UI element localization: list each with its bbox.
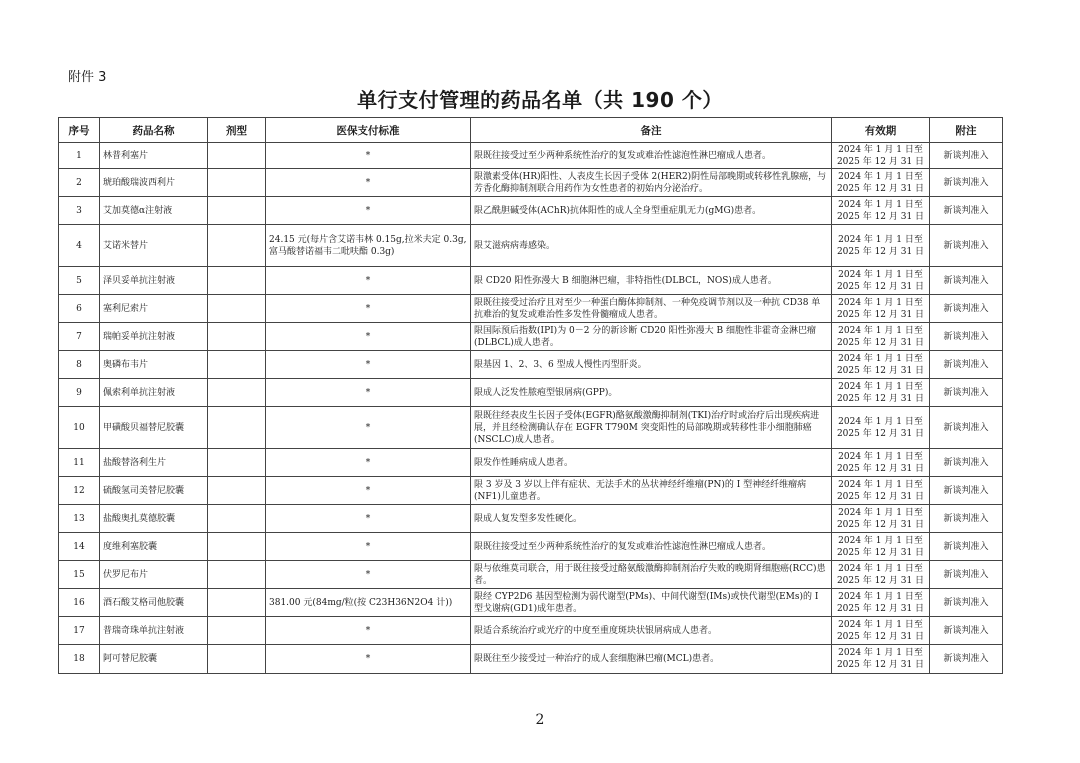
dosage-form bbox=[208, 169, 266, 197]
access-note: 新谈判准入 bbox=[930, 351, 1003, 379]
validity-period bbox=[832, 477, 930, 505]
payment-standard: * bbox=[266, 645, 471, 674]
remark-text: 限激素受体(HR)阳性、人表皮生长因子受体 2(HER2)阴性局部晚期或转移性乳腺癌，与芳香化酶抑制剂联合用药作为女性患者的初始内分泌治疗。 bbox=[471, 169, 832, 197]
validity-period bbox=[832, 589, 930, 617]
payment-standard: * bbox=[266, 505, 471, 533]
row-number: 6 bbox=[59, 295, 100, 323]
column-header-remark: 备注 bbox=[471, 118, 832, 143]
validity-start: 2024 年 1 月 1 日至 bbox=[838, 648, 923, 658]
dosage-form bbox=[208, 197, 266, 225]
payment-standard: * bbox=[266, 617, 471, 645]
column-header-note: 附注 bbox=[930, 118, 1003, 143]
validity-start: 2024 年 1 月 1 日至 bbox=[838, 479, 923, 490]
validity-end: 2025 年 12 月 31 日 bbox=[836, 281, 925, 292]
validity-start: 2024 年 1 月 1 日至 bbox=[838, 269, 923, 280]
validity-period bbox=[832, 645, 930, 674]
attachment-label: 附件 3 bbox=[68, 70, 107, 85]
table-row bbox=[59, 589, 1003, 617]
validity-period bbox=[832, 197, 930, 225]
page-title: 单行支付管理的药品名单（共 190 个） bbox=[357, 88, 723, 112]
access-note: 新谈判准入 bbox=[930, 589, 1003, 617]
dosage-form bbox=[208, 225, 266, 267]
payment-standard: * bbox=[266, 169, 471, 197]
dosage-form bbox=[208, 589, 266, 617]
validity-start: 2024 年 1 月 1 日至 bbox=[838, 325, 923, 336]
validity-start: 2024 年 1 月 1 日至 bbox=[838, 144, 923, 155]
row-number: 5 bbox=[59, 267, 100, 295]
payment-standard: * bbox=[266, 561, 471, 589]
validity-end: 2025 年 12 月 31 日 bbox=[836, 156, 925, 167]
validity-end: 2025 年 12 月 31 日 bbox=[836, 631, 925, 642]
access-note: 新谈判准入 bbox=[930, 169, 1003, 197]
validity-end: 2025 年 12 月 31 日 bbox=[836, 547, 925, 558]
drug-name: 酒石酸艾格司他胶囊 bbox=[100, 589, 208, 617]
table-row bbox=[59, 295, 1003, 323]
remark-text: 限基因 1、2、3、6 型成人慢性丙型肝炎。 bbox=[471, 351, 832, 379]
row-number: 11 bbox=[59, 449, 100, 477]
validity-end: 2025 年 12 月 31 日 bbox=[836, 660, 925, 670]
table-row bbox=[59, 407, 1003, 449]
payment-standard: * bbox=[266, 295, 471, 323]
validity-end: 2025 年 12 月 31 日 bbox=[836, 393, 925, 404]
access-note: 新谈判准入 bbox=[930, 379, 1003, 407]
validity-period bbox=[832, 617, 930, 645]
access-note: 新谈判准入 bbox=[930, 505, 1003, 533]
validity-period bbox=[832, 449, 930, 477]
row-number: 9 bbox=[59, 379, 100, 407]
validity-start: 2024 年 1 月 1 日至 bbox=[838, 451, 923, 462]
payment-standard: * bbox=[266, 197, 471, 225]
drug-name: 硫酸氢司美替尼胶囊 bbox=[100, 477, 208, 505]
table-row bbox=[59, 143, 1003, 169]
remark-text: 限国际预后指数(IPI)为 0－2 分的新诊断 CD20 阳性弥漫大 B 细胞性非霍奇金淋巴瘤(DLBCL)成人患者。 bbox=[471, 323, 832, 351]
access-note: 新谈判准入 bbox=[930, 617, 1003, 645]
validity-period bbox=[832, 143, 930, 169]
dosage-form bbox=[208, 533, 266, 561]
drug-name: 伏罗尼布片 bbox=[100, 561, 208, 589]
validity-start: 2024 年 1 月 1 日至 bbox=[838, 381, 923, 392]
remark-text: 限既往经表皮生长因子受体(EGFR)酪氨酸激酶抑制剂(TKI)治疗时或治疗后出现疾病进展，并且经检测确认存在 EGFR T790M 突变阳性的局部晚期或转移性非小细胞肺癌(NSCLC)成人患者。 bbox=[471, 407, 832, 449]
remark-text: 限乙酰胆碱受体(AChR)抗体阳性的成人全身型重症肌无力(gMG)患者。 bbox=[471, 197, 832, 225]
validity-start: 2024 年 1 月 1 日至 bbox=[838, 234, 923, 245]
validity-end: 2025 年 12 月 31 日 bbox=[836, 519, 925, 530]
row-number: 14 bbox=[59, 533, 100, 561]
dosage-form bbox=[208, 295, 266, 323]
row-number: 1 bbox=[59, 143, 100, 169]
remark-text: 限与依维莫司联合，用于既往接受过酪氨酸激酶抑制剂治疗失败的晚期肾细胞癌(RCC)患者。 bbox=[471, 561, 832, 589]
payment-standard: * bbox=[266, 533, 471, 561]
validity-period bbox=[832, 225, 930, 267]
dosage-form bbox=[208, 449, 266, 477]
drug-name: 甲磺酸贝福替尼胶囊 bbox=[100, 407, 208, 449]
row-number: 7 bbox=[59, 323, 100, 351]
row-number: 18 bbox=[59, 645, 100, 674]
validity-period bbox=[832, 169, 930, 197]
access-note: 新谈判准入 bbox=[930, 197, 1003, 225]
dosage-form bbox=[208, 379, 266, 407]
drug-name: 艾诺米替片 bbox=[100, 225, 208, 267]
access-note: 新谈判准入 bbox=[930, 323, 1003, 351]
validity-end: 2025 年 12 月 31 日 bbox=[836, 211, 925, 222]
validity-start: 2024 年 1 月 1 日至 bbox=[838, 171, 923, 182]
access-note: 新谈判准入 bbox=[930, 561, 1003, 589]
drug-name: 普瑞奇珠单抗注射液 bbox=[100, 617, 208, 645]
column-header-no: 序号 bbox=[59, 118, 100, 143]
validity-end: 2025 年 12 月 31 日 bbox=[836, 337, 925, 348]
table-row bbox=[59, 505, 1003, 533]
remark-text: 限成人复发型多发性硬化。 bbox=[471, 505, 832, 533]
table-row bbox=[59, 323, 1003, 351]
access-note: 新谈判准入 bbox=[930, 225, 1003, 267]
drug-name: 泽贝妥单抗注射液 bbox=[100, 267, 208, 295]
validity-period bbox=[832, 323, 930, 351]
payment-standard: * bbox=[266, 267, 471, 295]
payment-standard: 24.15 元(每片含艾诺韦林 0.15g,拉米夫定 0.3g,富马酸替诺福韦二吡呋酯 0.3g) bbox=[266, 225, 471, 267]
row-number: 3 bbox=[59, 197, 100, 225]
drug-name: 塞利尼索片 bbox=[100, 295, 208, 323]
column-header-validity: 有效期 bbox=[832, 118, 930, 143]
row-number: 10 bbox=[59, 407, 100, 449]
dosage-form bbox=[208, 505, 266, 533]
table-row bbox=[59, 449, 1003, 477]
row-number: 13 bbox=[59, 505, 100, 533]
remark-text: 限既往至少接受过一种治疗的成人套细胞淋巴瘤(MCL)患者。 bbox=[471, 645, 832, 674]
remark-text: 限成人泛发性脓疱型银屑病(GPP)。 bbox=[471, 379, 832, 407]
drug-name: 琥珀酸瑞波西利片 bbox=[100, 169, 208, 197]
remark-text: 限艾滋病病毒感染。 bbox=[471, 225, 832, 267]
dosage-form bbox=[208, 407, 266, 449]
row-number: 16 bbox=[59, 589, 100, 617]
validity-start: 2024 年 1 月 1 日至 bbox=[838, 619, 923, 630]
validity-start: 2024 年 1 月 1 日至 bbox=[838, 507, 923, 518]
remark-text: 限既往接受过至少两种系统性治疗的复发或难治性滤泡性淋巴瘤成人患者。 bbox=[471, 533, 832, 561]
dosage-form bbox=[208, 143, 266, 169]
remark-text: 限 3 岁及 3 岁以上伴有症状、无法手术的丛状神经纤维瘤(PN)的 I 型神经纤维瘤病(NF1)儿童患者。 bbox=[471, 477, 832, 505]
remark-text: 限适合系统治疗或光疗的中度至重度斑块状银屑病成人患者。 bbox=[471, 617, 832, 645]
drug-name: 度维利塞胶囊 bbox=[100, 533, 208, 561]
dosage-form bbox=[208, 351, 266, 379]
access-note: 新谈判准入 bbox=[930, 449, 1003, 477]
column-header-standard: 医保支付标准 bbox=[266, 118, 471, 143]
validity-start: 2024 年 1 月 1 日至 bbox=[838, 591, 923, 602]
drug-list-table bbox=[58, 117, 1003, 674]
dosage-form bbox=[208, 323, 266, 351]
table-row bbox=[59, 477, 1003, 505]
validity-period bbox=[832, 351, 930, 379]
remark-text: 限 CD20 阳性弥漫大 B 细胞淋巴瘤，非特指性(DLBCL，NOS)成人患者。 bbox=[471, 267, 832, 295]
access-note: 新谈判准入 bbox=[930, 533, 1003, 561]
row-number: 12 bbox=[59, 477, 100, 505]
table-header-row bbox=[59, 118, 1003, 143]
table-row bbox=[59, 351, 1003, 379]
access-note: 新谈判准入 bbox=[930, 143, 1003, 169]
dosage-form bbox=[208, 267, 266, 295]
validity-period bbox=[832, 407, 930, 449]
access-note: 新谈判准入 bbox=[930, 267, 1003, 295]
payment-standard: * bbox=[266, 143, 471, 169]
table-row bbox=[59, 561, 1003, 589]
drug-name: 盐酸替洛利生片 bbox=[100, 449, 208, 477]
dosage-form bbox=[208, 645, 266, 674]
drug-name: 瑞帕妥单抗注射液 bbox=[100, 323, 208, 351]
table-row bbox=[59, 169, 1003, 197]
drug-name: 佩索利单抗注射液 bbox=[100, 379, 208, 407]
validity-end: 2025 年 12 月 31 日 bbox=[836, 463, 925, 474]
validity-end: 2025 年 12 月 31 日 bbox=[836, 491, 925, 502]
remark-text: 限经 CYP2D6 基因型检测为弱代谢型(PMs)、中间代谢型(IMs)或快代谢型(EMs)的 I 型戈谢病(GD1)成年患者。 bbox=[471, 589, 832, 617]
drug-name: 奥磷布韦片 bbox=[100, 351, 208, 379]
drug-name: 阿可替尼胶囊 bbox=[100, 645, 208, 674]
access-note: 新谈判准入 bbox=[930, 407, 1003, 449]
validity-end: 2025 年 12 月 31 日 bbox=[836, 365, 925, 376]
remark-text: 限既往接受过治疗且对至少一种蛋白酶体抑制剂、一种免疫调节剂以及一种抗 CD38 单抗难治的复发或难治性多发性骨髓瘤成人患者。 bbox=[471, 295, 832, 323]
validity-start: 2024 年 1 月 1 日至 bbox=[838, 199, 923, 210]
dosage-form bbox=[208, 477, 266, 505]
dosage-form bbox=[208, 617, 266, 645]
validity-period bbox=[832, 379, 930, 407]
validity-end: 2025 年 12 月 31 日 bbox=[836, 603, 925, 614]
table-row bbox=[59, 533, 1003, 561]
drug-name: 艾加莫德α注射液 bbox=[100, 197, 208, 225]
validity-end: 2025 年 12 月 31 日 bbox=[836, 309, 925, 320]
validity-end: 2025 年 12 月 31 日 bbox=[836, 183, 925, 194]
validity-period bbox=[832, 505, 930, 533]
validity-start: 2024 年 1 月 1 日至 bbox=[838, 416, 923, 427]
row-number: 17 bbox=[59, 617, 100, 645]
row-number: 4 bbox=[59, 225, 100, 267]
drug-name: 林普利塞片 bbox=[100, 143, 208, 169]
payment-standard: * bbox=[266, 379, 471, 407]
payment-standard: * bbox=[266, 477, 471, 505]
validity-period bbox=[832, 295, 930, 323]
page-number: 2 bbox=[535, 712, 545, 728]
table-row bbox=[59, 225, 1003, 267]
payment-standard: 381.00 元(84mg/粒(按 C23H36N2O4 计)) bbox=[266, 589, 471, 617]
access-note: 新谈判准入 bbox=[930, 645, 1003, 674]
row-number: 15 bbox=[59, 561, 100, 589]
dosage-form bbox=[208, 561, 266, 589]
table-row bbox=[59, 617, 1003, 645]
validity-end: 2025 年 12 月 31 日 bbox=[836, 575, 925, 586]
drug-name: 盐酸奥扎莫德胶囊 bbox=[100, 505, 208, 533]
validity-start: 2024 年 1 月 1 日至 bbox=[838, 297, 923, 308]
payment-standard: * bbox=[266, 323, 471, 351]
remark-text: 限发作性睡病成人患者。 bbox=[471, 449, 832, 477]
payment-standard: * bbox=[266, 449, 471, 477]
validity-period bbox=[832, 533, 930, 561]
payment-standard: * bbox=[266, 351, 471, 379]
access-note: 新谈判准入 bbox=[930, 477, 1003, 505]
payment-standard: * bbox=[266, 407, 471, 449]
table-row bbox=[59, 197, 1003, 225]
column-header-dosage: 剂型 bbox=[208, 118, 266, 143]
access-note: 新谈判准入 bbox=[930, 295, 1003, 323]
validity-end: 2025 年 12 月 31 日 bbox=[836, 246, 925, 257]
table-row bbox=[59, 379, 1003, 407]
validity-period bbox=[832, 267, 930, 295]
validity-start: 2024 年 1 月 1 日至 bbox=[838, 563, 923, 574]
row-number: 8 bbox=[59, 351, 100, 379]
validity-period bbox=[832, 561, 930, 589]
validity-start: 2024 年 1 月 1 日至 bbox=[838, 353, 923, 364]
validity-start: 2024 年 1 月 1 日至 bbox=[838, 535, 923, 546]
row-number: 2 bbox=[59, 169, 100, 197]
column-header-name: 药品名称 bbox=[100, 118, 208, 143]
validity-end: 2025 年 12 月 31 日 bbox=[836, 428, 925, 439]
remark-text: 限既往接受过至少两种系统性治疗的复发或难治性滤泡性淋巴瘤成人患者。 bbox=[471, 143, 832, 169]
table-row bbox=[59, 645, 1003, 674]
table-row bbox=[59, 267, 1003, 295]
